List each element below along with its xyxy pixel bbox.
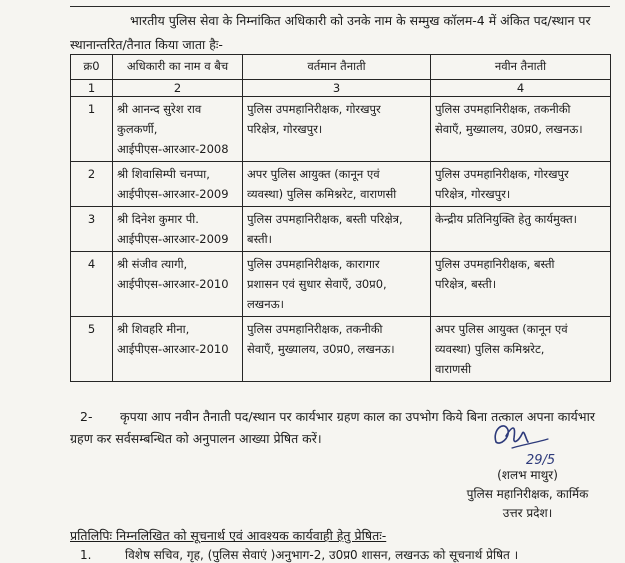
row-officer-name-line: श्री संजीव त्यागी, [117,257,188,271]
intro-line-2: स्थानान्तरित/तैनात किया जाता हैः- [70,37,223,52]
row-sno: 3 [71,207,113,252]
paragraph-2-text-1: कृपया आप नवीन तैनाती पद/स्थान पर कार्यभार ग्रहण काल का उपभोग किये बिना तत्काल अपना कार्यभार [120,409,595,424]
transfer-table [70,54,611,382]
row-officer-name-line: आईपीएस-आरआर-2010 [117,342,229,356]
row-current-posting [243,252,431,317]
copy-item-number: 1. [80,548,92,562]
row-officer-name [113,252,243,317]
col-number: 4 [431,80,611,97]
copy-to-heading: प्रतिलिपिः निम्नलिखित को सूचनार्थ एवं आवश्यक कार्यवाही हेतु प्रेषितः- [70,528,387,543]
row-officer-name [113,317,243,382]
table-row [71,252,611,317]
row-sno: 5 [71,317,113,382]
top-rule [70,0,610,7]
row-current-posting [243,97,431,162]
row-new-posting-line: केन्द्रीय प्रतिनियुक्ति हेतु कार्यमुक्त। [435,212,578,226]
col-number: 2 [113,80,243,97]
row-officer-name [113,97,243,162]
row-new-posting-line: व्यवस्था) पुलिस कमिश्नरेट, [435,342,545,356]
row-current-posting-line: व्यवस्था) पुलिस कमिश्नरेट, वाराणसी [247,187,397,201]
row-new-posting-line: पुलिस उपमहानिरीक्षक, गोरखपुर [435,167,569,181]
row-new-posting [431,317,611,382]
intro-line-1: भारतीय पुलिस सेवा के निम्नांकित अधिकारी को उनके नाम के सम्मुख कॉलम-4 में अंकित पद/स्थान पर [130,13,591,28]
table-row [71,317,611,382]
row-new-posting-line: अपर पुलिस आयुक्त (कानून एवं [435,322,568,336]
signer-designation: पुलिस महानिरीक्षक, कार्मिक [466,487,589,501]
table-row [71,207,611,252]
row-current-posting-line: पुलिस उपमहानिरीक्षक, बस्ती परिक्षेत्र, [247,212,403,226]
column-number-row [71,80,611,97]
row-new-posting-line: परिक्षेत्र, गोरखपुर। [435,187,511,201]
row-new-posting-line: परिक्षेत्र, बस्ती। [435,277,497,291]
table-row [71,162,611,207]
row-officer-name-line: आईपीएस-आरआर-2010 [117,277,229,291]
row-current-posting-line: अपर पुलिस आयुक्त (कानून एवं [247,167,380,181]
row-current-posting [243,207,431,252]
header-current-posting: वर्तमान तैनाती [243,55,431,80]
row-officer-name-line: आईपीएस-आरआर-2008 [117,142,229,156]
row-new-posting-line: सेवाएँ, मुख्यालय, उ0प्र0, लखनऊ। [435,122,583,136]
signer-block [440,466,615,523]
row-officer-name-line: आईपीएस-आरआर-2009 [117,232,229,246]
row-officer-name-line: श्री शिवहरि मीना, [117,322,190,336]
row-current-posting-line: पुलिस उपमहानिरीक्षक, तकनीकी [247,322,383,336]
row-officer-name-line: श्री शिवासिम्पी चनप्पा, [117,167,210,181]
signer-name: (शलभ माथुर) [497,468,558,482]
row-new-posting [431,162,611,207]
row-current-posting-line: परिक्षेत्र, गोरखपुर। [247,122,323,136]
signature-date: 29/5 [526,453,556,467]
row-new-posting [431,207,611,252]
header-sno: क्र0 [71,55,113,80]
row-current-posting-line: पुलिस उपमहानिरीक्षक, गोरखपुर [247,102,381,116]
row-new-posting-line: पुलिस उपमहानिरीक्षक, तकनीकी [435,102,571,116]
row-current-posting-line: लखनऊ। [247,297,284,311]
col-number: 1 [71,80,113,97]
row-current-posting [243,162,431,207]
row-sno: 4 [71,252,113,317]
row-current-posting-line: पुलिस उपमहानिरीक्षक, कारागार [247,257,380,271]
table-row [71,97,611,162]
copy-item-text: विशेष सचिव, गृह, (पुलिस सेवाएं )अनुभाग-2, उ0प्र0 शासन, लखनऊ को सूचनार्थ प्रेषित । [125,548,519,562]
col-number: 3 [243,80,431,97]
row-officer-name [113,162,243,207]
signer-location: उत्तर प्रदेश। [502,506,553,520]
handwritten-signature [482,412,562,467]
row-new-posting-line: वाराणसी [435,362,472,376]
paragraph-2-line-2: ग्रहण कर सर्वसम्बन्धित को अनुपालन आख्या प्रेषित करें। [70,431,322,446]
row-sno: 1 [71,97,113,162]
row-new-posting [431,252,611,317]
row-current-posting [243,317,431,382]
row-officer-name [113,207,243,252]
row-sno: 2 [71,162,113,207]
header-name-batch: अधिकारी का नाम व बैच [113,55,243,80]
paragraph-2-number: 2- [80,409,93,424]
row-new-posting-line: पुलिस उपमहानिरीक्षक, बस्ती [435,257,555,271]
row-officer-name-line: कुलकर्णी, [117,122,158,136]
row-officer-name-line: श्री आनन्द सुरेश राव [117,102,202,116]
row-officer-name-line: आईपीएस-आरआर-2009 [117,187,229,201]
row-current-posting-line: सेवाएँ, मुख्यालय, उ0प्र0, लखनऊ। [247,342,395,356]
row-current-posting-line: बस्ती। [247,232,272,246]
row-officer-name-line: श्री दिनेश कुमार पी. [117,212,199,226]
row-current-posting-line: प्रशासन एवं सुधार सेवाएँ, उ0प्र0, [247,277,387,291]
row-new-posting [431,97,611,162]
header-new-posting: नवीन तैनाती [431,55,611,80]
copy-item-1 [70,546,518,563]
table-header-row [71,55,611,80]
